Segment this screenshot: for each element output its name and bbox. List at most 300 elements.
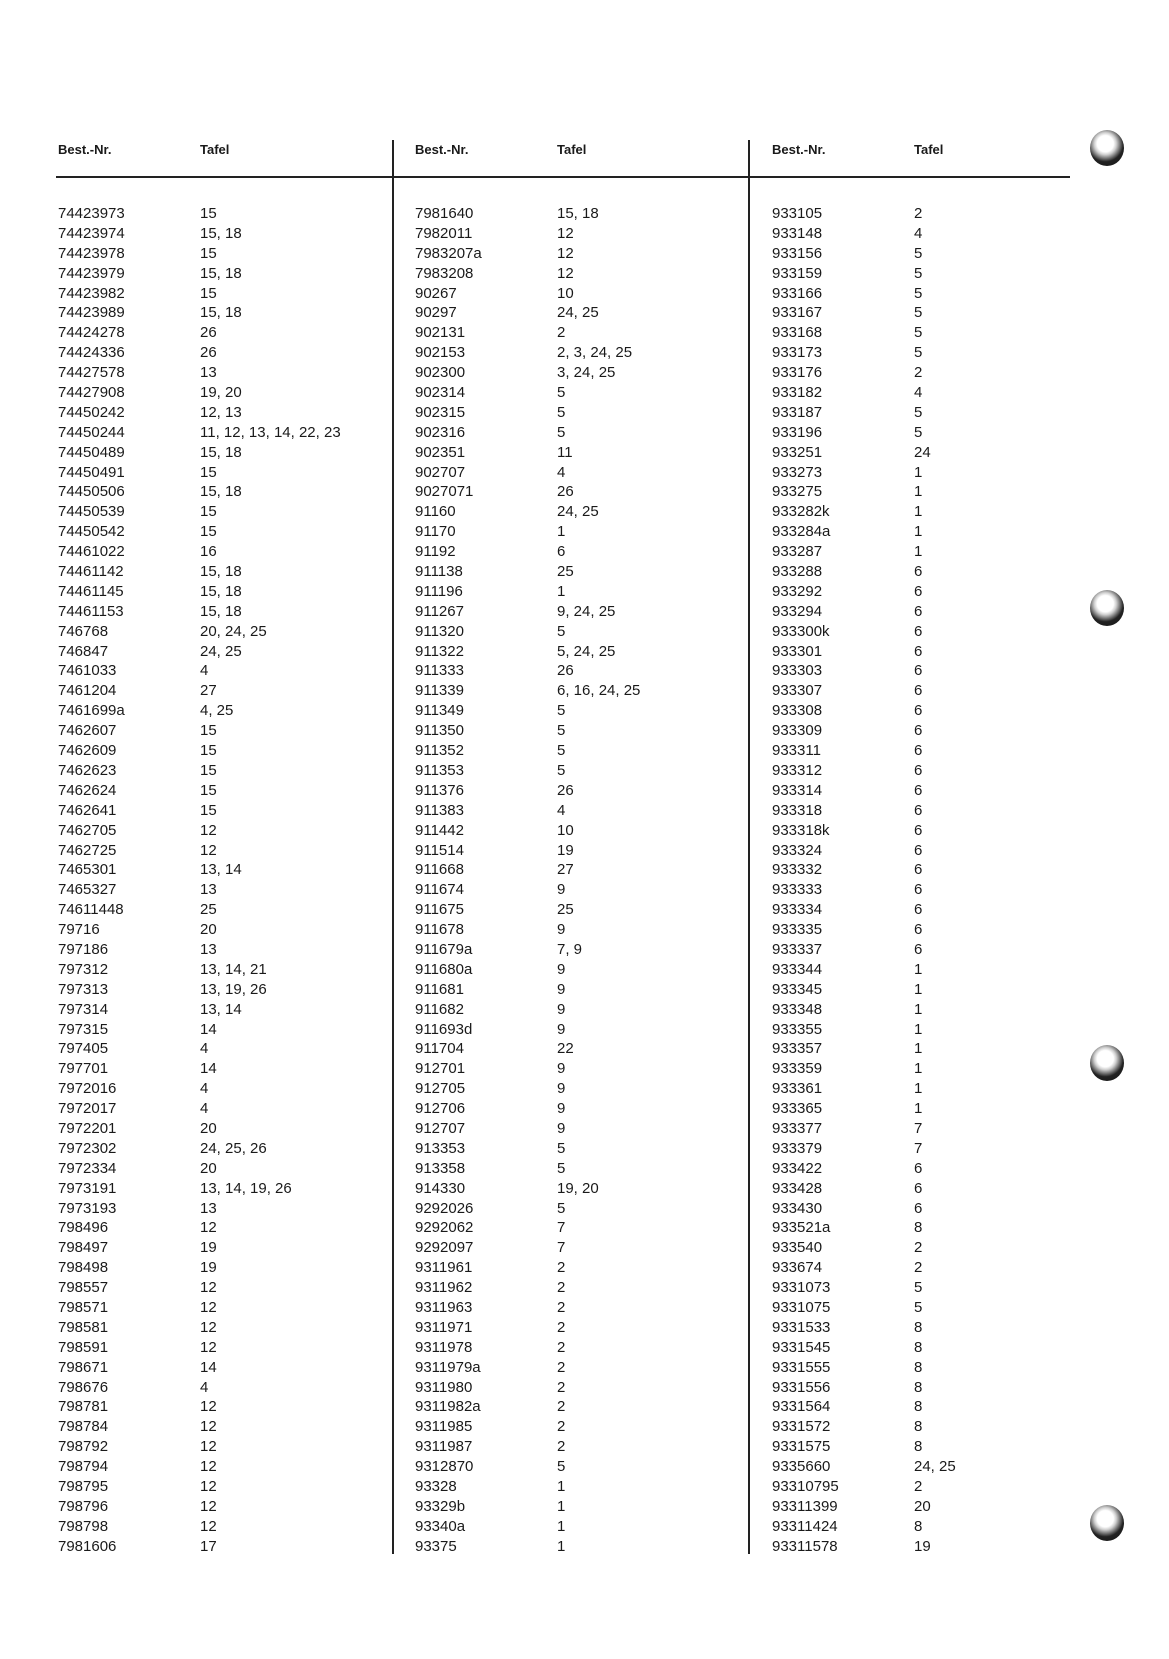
table-row [772, 1039, 1072, 1059]
part-number: 93311399 [772, 1497, 838, 1515]
table-row [415, 622, 715, 642]
table-row [58, 363, 358, 383]
table-row [58, 661, 358, 681]
part-number: 9331073 [772, 1279, 831, 1297]
part-number: 933430 [772, 1199, 823, 1217]
table-reference: 1 [557, 1478, 566, 1495]
part-number: 9311980 [415, 1378, 473, 1396]
part-number: 74450542 [58, 523, 125, 541]
table-reference: 3, 24, 25 [557, 364, 616, 382]
table-reference: 8 [914, 1418, 923, 1436]
table-reference: 25 [200, 901, 217, 919]
part-number: 798591 [58, 1338, 109, 1356]
part-number: 7462607 [58, 722, 117, 740]
part-number: 911196 [415, 582, 463, 600]
table-reference: 26 [557, 781, 574, 799]
table-row [415, 303, 715, 323]
table-row [415, 1039, 715, 1059]
table-reference: 20, 24, 25 [200, 622, 267, 640]
table-reference: 6 [914, 1199, 923, 1217]
table-row [58, 1298, 358, 1318]
table-reference: 12 [200, 1298, 217, 1316]
table-reference: 15, 18 [200, 563, 242, 581]
table-reference: 12 [557, 224, 574, 242]
part-number: 74461153 [58, 602, 124, 620]
part-number: 9331556 [772, 1378, 831, 1396]
table-reference: 11 [557, 443, 573, 461]
part-number: 911680a [415, 960, 473, 978]
table-reference: 4 [557, 801, 566, 819]
part-number: 933521a [772, 1219, 831, 1237]
table-reference: 5 [914, 244, 923, 262]
part-number: 797701 [58, 1060, 109, 1078]
part-number: 9292026 [415, 1199, 474, 1217]
table-row [58, 1318, 358, 1338]
part-number: 933311 [772, 742, 821, 760]
table-row [415, 960, 715, 980]
table-reference: 15, 18 [200, 264, 242, 282]
part-number: 798798 [58, 1517, 109, 1535]
table-row [58, 542, 358, 562]
table-row [58, 741, 358, 761]
part-number: 9331575 [772, 1438, 831, 1456]
table-reference: 13 [200, 940, 217, 958]
table-reference: 24, 25 [200, 642, 242, 660]
part-number: 7462609 [58, 742, 117, 760]
table-row [772, 1159, 1072, 1179]
table-row [58, 383, 358, 403]
table-row [772, 343, 1072, 363]
table-row [58, 1099, 358, 1119]
table-row [58, 642, 358, 662]
table-reference: 8 [914, 1517, 923, 1535]
table-row [58, 244, 358, 264]
table-reference: 13, 14 [200, 861, 242, 879]
part-number: 797313 [58, 980, 109, 998]
table-row [415, 880, 715, 900]
table-row [772, 1338, 1072, 1358]
table-row [58, 443, 358, 463]
part-number: 7972017 [58, 1100, 117, 1118]
table-reference: 5 [914, 1298, 923, 1316]
table-row [58, 403, 358, 423]
table-header: Tafel [557, 142, 587, 157]
table-row [415, 363, 715, 383]
table-row [415, 821, 715, 841]
table-row [772, 482, 1072, 502]
table-row [415, 1020, 715, 1040]
part-number: 798496 [58, 1219, 109, 1237]
table-row [772, 1119, 1072, 1139]
table-reference: 9 [557, 980, 566, 998]
table-reference: 6 [914, 801, 923, 819]
table-row [772, 661, 1072, 681]
table-row [772, 622, 1072, 642]
table-reference: 7, 9 [557, 940, 583, 958]
table-reference: 8 [914, 1438, 923, 1456]
part-number: 746768 [58, 622, 109, 640]
table-reference: 12 [557, 244, 574, 262]
part-number: 933334 [772, 901, 823, 919]
part-number: 9292097 [415, 1239, 474, 1257]
part-number: 933105 [772, 205, 823, 222]
table-row [415, 423, 715, 443]
table-row [772, 1397, 1072, 1417]
table-row [58, 980, 358, 1000]
table-row [58, 582, 358, 602]
part-number: 74423989 [58, 304, 125, 322]
part-number: 74450539 [58, 503, 125, 521]
part-number: 9311963 [415, 1298, 473, 1316]
table-reference: 5 [557, 722, 566, 740]
part-number: 91170 [415, 523, 456, 541]
table-reference: 1 [914, 1040, 923, 1058]
table-reference: 20 [200, 1159, 217, 1177]
part-number: 933345 [772, 980, 823, 998]
table-reference: 8 [914, 1338, 923, 1356]
table-row [58, 1358, 358, 1378]
table-reference: 19, 20 [557, 1179, 599, 1197]
table-reference: 24, 25 [557, 304, 599, 322]
part-number: 933156 [772, 244, 823, 262]
table-row [58, 920, 358, 940]
part-number: 933196 [772, 423, 823, 441]
table-reference: 2 [914, 205, 923, 222]
table-reference: 6 [914, 861, 923, 879]
part-number: 933182 [772, 384, 823, 402]
table-row [772, 741, 1072, 761]
table-row [58, 1437, 358, 1457]
part-number: 74450491 [58, 463, 125, 481]
table-row [772, 1278, 1072, 1298]
part-number: 797314 [58, 1000, 109, 1018]
table-row [58, 681, 358, 701]
table-reference: 13 [200, 881, 217, 899]
table-row [415, 1378, 715, 1398]
table-row [58, 1397, 358, 1417]
part-number: 933359 [772, 1060, 823, 1078]
part-number: 798676 [58, 1378, 109, 1396]
part-number: 902351 [415, 443, 466, 461]
table-reference: 2 [557, 324, 566, 342]
table-row [58, 284, 358, 304]
part-number: 933173 [772, 344, 823, 362]
table-row [58, 761, 358, 781]
part-number: 797186 [58, 940, 109, 958]
table-row [415, 920, 715, 940]
table-reference: 6 [914, 702, 923, 720]
column-header [58, 140, 358, 160]
table-row [772, 1079, 1072, 1099]
table-reference: 16 [200, 543, 217, 561]
part-number: 933314 [772, 781, 823, 799]
table-reference: 5 [914, 304, 923, 322]
part-number: 74427578 [58, 364, 125, 382]
table-row [415, 1298, 715, 1318]
part-number: 902707 [415, 463, 466, 481]
table-reference: 6 [914, 563, 923, 581]
part-number: 933377 [772, 1119, 823, 1137]
part-number: 933318 [772, 801, 823, 819]
part-number: 74461022 [58, 543, 125, 561]
table-row [58, 1020, 358, 1040]
part-number: 74450506 [58, 483, 125, 501]
table-reference: 2 [914, 1239, 923, 1257]
table-reference: 1 [914, 1100, 923, 1118]
part-number: 93340a [415, 1517, 466, 1535]
table-reference: 15 [200, 284, 217, 302]
table-reference: 8 [914, 1318, 923, 1336]
table-row [772, 1437, 1072, 1457]
table-row [415, 642, 715, 662]
part-number: 911678 [415, 921, 464, 939]
part-number: 933333 [772, 881, 823, 899]
part-number: 911352 [415, 742, 464, 760]
table-row [415, 1477, 715, 1497]
part-number: 912707 [415, 1119, 466, 1137]
table-row [772, 463, 1072, 483]
table-reference: 6 [914, 781, 923, 799]
table-row [58, 522, 358, 542]
table-row [415, 1437, 715, 1457]
table-reference: 5 [914, 264, 923, 282]
table-row [58, 1278, 358, 1298]
table-reference: 1 [557, 1537, 566, 1555]
part-number: 911442 [415, 821, 464, 839]
table-row [415, 1258, 715, 1278]
table-reference: 4 [914, 384, 923, 402]
table-row [772, 1000, 1072, 1020]
table-reference: 15, 18 [200, 602, 242, 620]
part-number: 933288 [772, 563, 823, 581]
table-row [58, 1199, 358, 1219]
table-reference: 5, 24, 25 [557, 642, 616, 660]
table-reference: 6 [914, 582, 923, 600]
table-reference: 5 [914, 403, 923, 421]
table-row [415, 1318, 715, 1338]
table-reference: 24, 25 [557, 503, 599, 521]
part-number: 902316 [415, 423, 466, 441]
table-row [772, 1020, 1072, 1040]
table-reference: 1 [914, 960, 923, 978]
part-number: 911353 [415, 761, 464, 779]
table-row [58, 960, 358, 980]
table-reference: 12 [200, 1497, 217, 1515]
table-row [772, 1238, 1072, 1258]
table-reference: 9 [557, 1020, 566, 1038]
table-reference: 2 [914, 1478, 923, 1495]
table-row [415, 582, 715, 602]
table-reference: 14 [200, 1060, 217, 1078]
rows [58, 204, 358, 1557]
table-reference: 15 [200, 761, 217, 779]
table-reference: 15, 18 [200, 224, 242, 242]
part-number: 93311578 [772, 1537, 838, 1555]
part-number: 74423979 [58, 264, 125, 282]
part-number: 7461204 [58, 682, 117, 700]
part-number: 9312870 [415, 1458, 474, 1476]
part-number: 933148 [772, 224, 823, 242]
table-reference: 1 [914, 1000, 923, 1018]
table-reference: 2 [557, 1279, 566, 1297]
table-row [58, 1378, 358, 1398]
part-number: 798581 [58, 1318, 109, 1336]
table-row [415, 443, 715, 463]
table-row [58, 303, 358, 323]
part-number: 7972201 [58, 1119, 117, 1137]
parts-column-2 [415, 140, 715, 1555]
table-row [58, 423, 358, 443]
part-number: 933287 [772, 543, 823, 561]
table-row [772, 264, 1072, 284]
table-header: Tafel [914, 142, 944, 157]
table-reference: 1 [557, 1517, 566, 1535]
part-number: 912701 [415, 1060, 466, 1078]
table-reference: 2 [557, 1418, 566, 1436]
part-number: 7462705 [58, 821, 117, 839]
part-number: 911682 [415, 1000, 464, 1018]
part-number: 7462725 [58, 841, 117, 859]
table-reference: 5 [557, 1139, 566, 1157]
part-number: 9311961 [415, 1259, 473, 1277]
table-row [772, 522, 1072, 542]
table-reference: 15 [200, 742, 217, 760]
table-reference: 6 [914, 662, 923, 680]
table-reference: 13 [200, 364, 217, 382]
part-number: 933168 [772, 324, 823, 342]
table-reference: 9 [557, 1119, 566, 1137]
part-number: 9311987 [415, 1438, 473, 1456]
table-reference: 26 [557, 662, 574, 680]
table-row [415, 980, 715, 1000]
table-row [58, 781, 358, 801]
table-row [772, 403, 1072, 423]
table-row [415, 900, 715, 920]
table-row [415, 264, 715, 284]
table-reference: 11, 12, 13, 14, 22, 23 [200, 423, 341, 441]
table-reference: 5 [557, 622, 566, 640]
part-number: 911675 [415, 901, 464, 919]
part-number: 911349 [415, 702, 464, 720]
table-row [415, 522, 715, 542]
table-row [772, 801, 1072, 821]
table-row [58, 721, 358, 741]
punch-hole-icon [1090, 590, 1124, 626]
part-number: 9311962 [415, 1279, 473, 1297]
part-number: 798796 [58, 1497, 109, 1515]
part-number: 911376 [415, 781, 464, 799]
punch-hole-icon [1090, 130, 1124, 166]
table-reference: 8 [914, 1378, 923, 1396]
table-row [772, 204, 1072, 224]
table-reference: 27 [200, 682, 217, 700]
table-reference: 2 [557, 1318, 566, 1336]
table-row [415, 801, 715, 821]
table-reference: 1 [914, 543, 923, 561]
table-reference: 13, 14 [200, 1000, 242, 1018]
part-number: 933379 [772, 1139, 823, 1157]
table-row [772, 821, 1072, 841]
table-row [58, 1457, 358, 1477]
table-reference: 2, 3, 24, 25 [557, 344, 633, 362]
table-row [772, 1258, 1072, 1278]
part-number: 74611448 [58, 901, 124, 919]
table-reference: 4 [200, 1378, 209, 1396]
part-number: 7462623 [58, 761, 117, 779]
table-reference: 1 [914, 503, 923, 521]
punch-hole-icon [1090, 1505, 1124, 1541]
table-row [415, 1000, 715, 1020]
part-number: 933309 [772, 722, 823, 740]
table-reference: 20 [200, 921, 217, 939]
part-number: 797405 [58, 1040, 109, 1058]
table-row [772, 582, 1072, 602]
part-number: 93310795 [772, 1478, 839, 1495]
header-rule [56, 176, 1070, 178]
table-row [58, 1159, 358, 1179]
table-reference: 15, 18 [200, 483, 242, 501]
part-number: 9311979a [415, 1358, 481, 1376]
table-row [772, 900, 1072, 920]
part-number: 911138 [415, 563, 463, 581]
table-row [415, 1537, 715, 1557]
part-number: 933187 [772, 403, 823, 421]
part-number: 7461699a [58, 702, 125, 720]
part-number: 9331545 [772, 1338, 831, 1356]
table-reference: 12 [200, 1279, 217, 1297]
part-number: 74461145 [58, 582, 124, 600]
table-row [58, 860, 358, 880]
table-reference: 5 [914, 344, 923, 362]
table-row [415, 781, 715, 801]
table-row [58, 1417, 358, 1437]
table-row [58, 1497, 358, 1517]
table-reference: 4, 25 [200, 702, 234, 720]
part-number: 933282k [772, 503, 830, 521]
table-row [58, 1000, 358, 1020]
part-number: 7972016 [58, 1080, 117, 1098]
part-number: 933307 [772, 682, 823, 700]
part-number: 933337 [772, 940, 823, 958]
table-reference: 20 [914, 1497, 931, 1515]
table-reference: 27 [557, 861, 574, 879]
table-reference: 5 [557, 1199, 566, 1217]
table-row [58, 204, 358, 224]
table-row [415, 562, 715, 582]
table-row [772, 423, 1072, 443]
table-row [415, 741, 715, 761]
part-number: 798784 [58, 1418, 109, 1436]
table-reference: 12 [200, 1517, 217, 1535]
table-row [772, 920, 1072, 940]
table-row [415, 204, 715, 224]
table-row [415, 860, 715, 880]
table-reference: 13, 14, 21 [200, 960, 267, 978]
table-row [415, 681, 715, 701]
table-reference: 12 [200, 821, 217, 839]
part-number: 7462624 [58, 781, 117, 799]
part-number: 911514 [415, 841, 464, 859]
parts-column-3 [772, 140, 1072, 1555]
table-row [772, 761, 1072, 781]
table-reference: 15 [200, 463, 217, 481]
part-number: 912706 [415, 1100, 466, 1118]
part-number: 9331555 [772, 1358, 831, 1376]
table-reference: 10 [557, 284, 574, 302]
part-number: 7462641 [58, 801, 117, 819]
table-reference: 24, 25, 26 [200, 1139, 267, 1157]
table-reference: 12 [200, 1438, 217, 1456]
